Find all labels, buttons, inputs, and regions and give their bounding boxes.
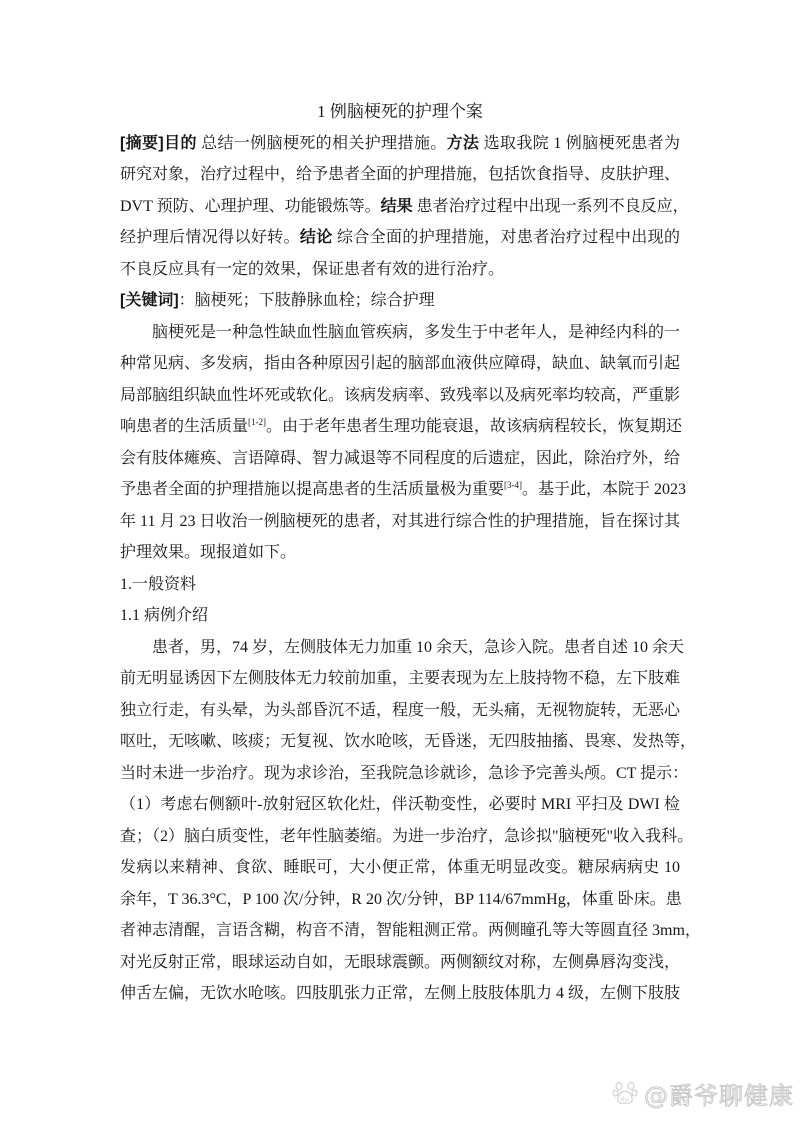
- abstract: [120, 128, 689, 286]
- paragraph-line: 对光反射正常，眼球运动自如，无眼球震颤。两侧额纹对称，左侧鼻唇沟变浅，: [120, 953, 681, 971]
- paragraph-line: （1）考虑右侧额叶-放射冠区软化灶，伴沃勒变性，必要时 MRI 平扫及 DWI 检: [120, 796, 680, 813]
- intro-paragraph: [120, 317, 687, 569]
- citation-ref: [3-4]: [504, 480, 523, 490]
- document-page: [120, 96, 701, 1010]
- abstract-text: 选取我院 1 例脑梗死患者为: [479, 134, 680, 152]
- paragraph-line: [120, 411, 683, 443]
- baidu-paw-icon: [612, 1080, 638, 1106]
- paragraph-text: 。由于老年患者生理功能衰退，故该病病程较长，恢复期还: [266, 418, 683, 435]
- paragraph-line: 查；（2）脑白质变性，老年性脑萎缩。为进一步治疗，急诊拟"脑梗死"收入我科。: [120, 827, 694, 845]
- paragraph-line: 局部脑组织缺血性坏死或软化。该病发病率、致残率以及病死率均较高，严重影: [120, 386, 681, 404]
- section-heading: 1.一般资料: [120, 575, 197, 593]
- paragraph-line: 患者，男，74 岁，左侧肢体无力加重 10 余天，急诊入院。患者自述 10 余天: [152, 638, 685, 656]
- svg-text:du: du: [620, 1096, 630, 1103]
- conclusion-label: 结论: [299, 229, 333, 246]
- abstract-label: [摘要]目的: [120, 134, 197, 152]
- paragraph-text: 予患者全面的护理措施以提高患者的生活质量极为重要: [120, 481, 505, 498]
- abstract-line: [120, 191, 689, 223]
- keywords-text: ：脑梗死；下肢静脉血栓；综合护理: [178, 292, 435, 309]
- paragraph-line: [120, 474, 687, 506]
- abstract-line: 研究对象，治疗过程中，给予患者全面的护理措施，包括饮食指导、皮肤护理、: [120, 166, 681, 183]
- keywords: [120, 285, 680, 317]
- paragraph-line: 当时未进一步治疗。现为求诊治，至我院急诊就诊，急诊予完善头颅。CT 提示：: [120, 764, 689, 782]
- abstract-text: 综合全面的护理措施，对患者治疗过程中出现的: [332, 229, 680, 246]
- abstract-text: 总结一例脑梗死的相关护理措施。: [196, 134, 447, 152]
- abstract-line: [120, 128, 680, 160]
- abstract-text: 经护理后情况得以好转。: [120, 229, 300, 246]
- paragraph-line: 者神志清醒，言语含糊，构音不清，智能粗测正常。两侧瞳孔等大等圆直径 3mm，: [120, 922, 701, 939]
- paragraph-text: 响患者的生活质量: [120, 418, 249, 435]
- abstract-line: 不良反应具有一定的效果，保证患者有效的进行治疗。: [120, 260, 505, 278]
- watermark: [612, 1076, 794, 1110]
- paragraph-line: 会有肢体瘫痪、言语障碍、智力减退等不同程度的后遗症，因此，除治疗外，给: [120, 449, 681, 467]
- paragraph-line: 余年，T 36.3°C，P 100 次/分钟，R 20 次/分钟，BP 114/67mmHg，体重 卧床。患: [120, 890, 682, 908]
- watermark-text: @爵爷聊健康: [644, 1081, 794, 1110]
- results-label: 结果: [380, 197, 413, 215]
- paragraph-line: 伸舌左偏，无饮水呛咳。四肢肌张力正常，左侧上肢肢体肌力 4 级，左侧下肢肢: [120, 985, 681, 1002]
- paragraph-line: 护理效果。现报道如下。: [120, 544, 297, 561]
- paragraph-text: 。基于此，本院于 2023: [522, 481, 687, 498]
- paragraph-line: 独立行走，有头晕，为头部昏沉不适，程度一般，无头痛，无视物旋转，无恶心: [120, 701, 681, 719]
- paragraph-line: 呕吐，无咳嗽、咳痰；无复视、饮水呛咳，无昏迷，无四肢抽搐、畏寒、发热等，: [120, 733, 697, 750]
- abstract-line: [120, 222, 680, 254]
- subsection-heading: 1.1 病例介绍: [120, 607, 209, 624]
- methods-label: 方法: [446, 134, 480, 152]
- paragraph-line: 年 11 月 23 日收治一例脑梗死的患者，对其进行综合性的护理措施，旨在探讨其: [120, 512, 680, 530]
- keywords-label: [关键词]: [120, 292, 179, 309]
- citation-ref: [1-2]: [248, 417, 267, 427]
- document-title: 1 例脑梗死的护理个案: [317, 102, 483, 121]
- paragraph-line: 种常见病、多发病，指由各种原因引起的脑部血液供应障碍，缺血、缺氧而引起: [120, 355, 681, 372]
- paragraph-line: 脑梗死是一种急性缺血性脑血管疾病，多发生于中老年人，是神经内科的一: [152, 323, 681, 341]
- abstract-text: DVT 预防、心理护理、功能锻炼等。: [120, 197, 381, 215]
- abstract-text: 患者治疗过程中出现一系列不良反应，: [412, 197, 689, 215]
- paragraph-line: 前无明显诱因下左侧肢体无力较前加重，主要表现为左上肢持物不稳，左下肢难: [120, 670, 681, 687]
- case-paragraph: [120, 632, 701, 1010]
- paragraph-line: 发病以来精神、食欲、睡眠可，大小便正常，体重无明显改变。糖尿病病史 10: [120, 859, 680, 876]
